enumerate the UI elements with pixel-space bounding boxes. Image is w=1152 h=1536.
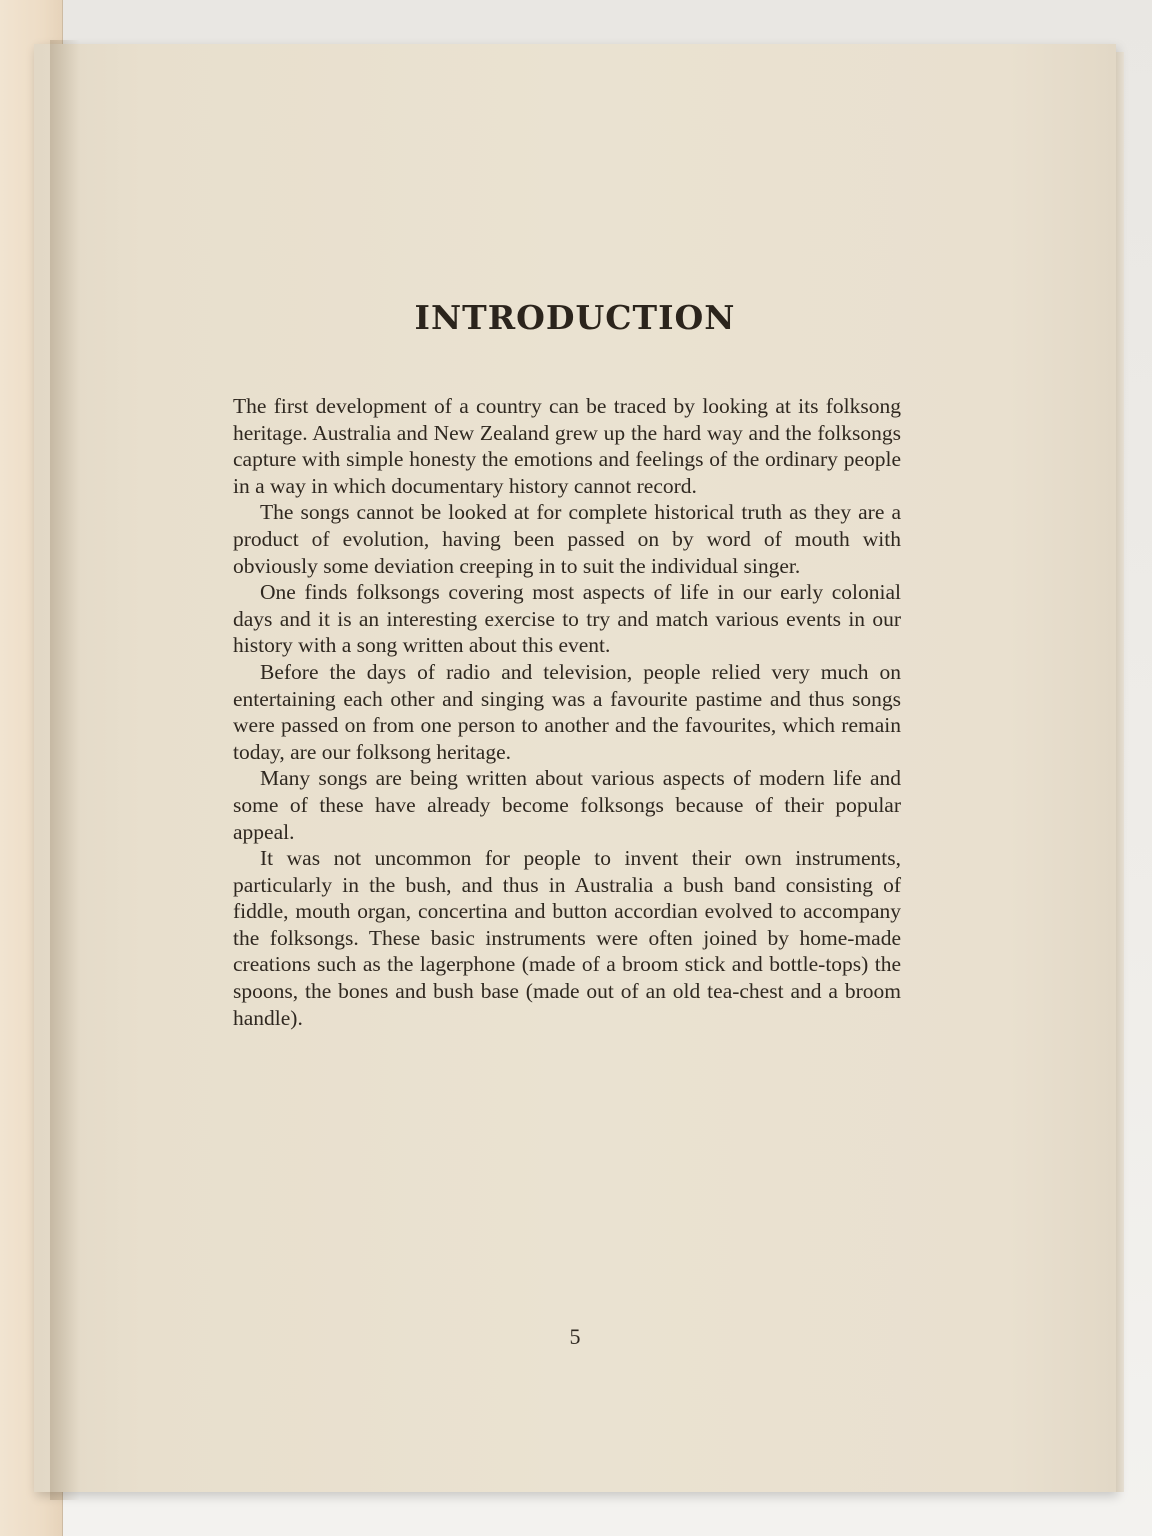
page-title: INTRODUCTION [414,298,736,337]
body-text [233,393,901,1031]
page-edge [1116,52,1124,1492]
paragraph: It was not uncommon for people to invent their own instruments, particularly in the bush, and thus in Australia a bush band consisting of fiddle, mouth organ, concertina and button accordian evolved to accompany the folksongs. These basic instruments were often joined by home-made creations such as the lagerphone (made of a broom stick and bottle-tops) the spoons, the bones and bush base (made out of an old tea-chest and a broom handle). [233,846,901,1030]
paragraph: The songs cannot be looked at for complete historical truth as they are a product of evolution, having been passed on by word of mouth with obviously some deviation creeping in to suit the individual singer. [233,500,901,578]
paragraph: One finds folksongs covering most aspects of life in our early colonial days and it is an interesting exercise to try and match various events in our history with a song written about this event. [233,580,901,658]
gutter-shadow [50,40,80,1500]
paragraph: The first development of a country can be traced by looking at its folksong heritage. Australia and New Zealand grew up the hard way and the folksongs capture with simple honesty the emotions and feelings of the ordinary people in a way in which documentary history cannot record. [233,394,901,498]
paragraph: Many songs are being written about various aspects of modern life and some of these have already become folksongs because of their popular appeal. [233,766,901,844]
page-number: 5 [569,1324,581,1349]
paragraph: Before the days of radio and television, people relied very much on entertaining each other and singing was a favourite pastime and thus songs were passed on from one person to another and the favourites, which remain today, are our folksong heritage. [233,659,901,764]
